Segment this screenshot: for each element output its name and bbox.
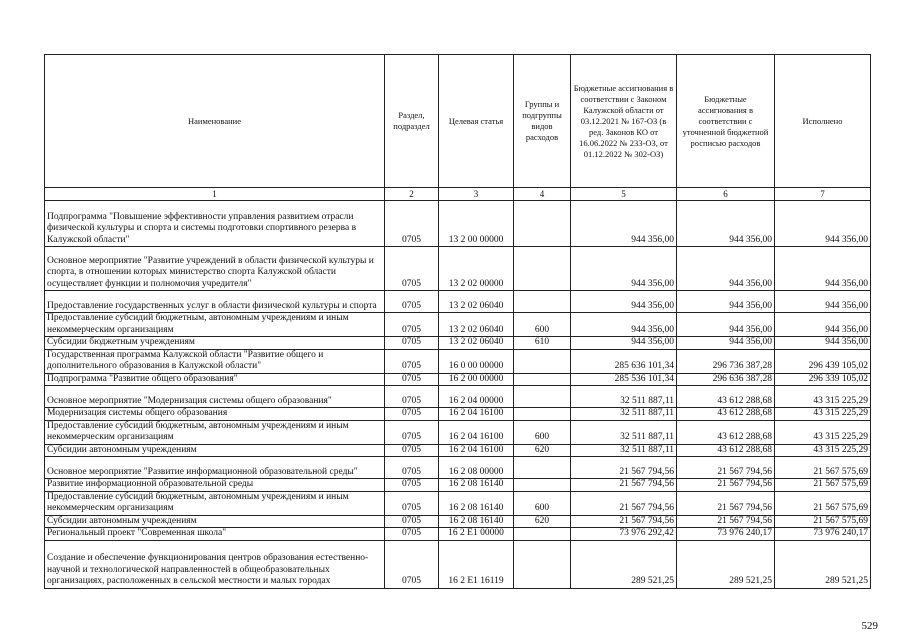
row-law-amount: 944 356,00 (571, 313, 677, 337)
table-row (45, 337, 871, 350)
table-body (45, 201, 871, 589)
col-header-law: Бюджетные ассигнования в соответствии с Законом Калужской области от 03.12.2021 № 167-ОЗ (в ред. Законов КО от 16.06.2022 № 233-ОЗ, от 01.12.2022 № 302-ОЗ) (571, 55, 677, 188)
row-group (514, 386, 571, 408)
row-law-amount: 944 356,00 (571, 247, 677, 291)
row-name: Субсидии бюджетным учреждениям (45, 337, 385, 350)
row-law-amount: 32 511 887,11 (571, 444, 677, 457)
row-executed-amount: 944 356,00 (775, 247, 871, 291)
row-name: Субсидии автономным учреждениям (45, 515, 385, 528)
row-article: 16 2 08 00000 (439, 457, 514, 479)
row-executed-amount: 944 356,00 (775, 337, 871, 350)
row-budget-amount: 296 736 387,28 (677, 349, 775, 373)
row-executed-amount: 944 356,00 (775, 291, 871, 313)
row-group (514, 291, 571, 313)
row-article: 13 2 02 00000 (439, 247, 514, 291)
row-section: 0705 (385, 201, 439, 247)
row-group: 600 (514, 491, 571, 515)
col-header-budget: Бюджетные ассигнования в соответствии с уточненной бюджетной росписью расходов (677, 55, 775, 188)
row-group: 620 (514, 515, 571, 528)
row-section: 0705 (385, 444, 439, 457)
page-number: 529 (861, 620, 878, 632)
row-article: 16 2 E1 00000 (439, 528, 514, 541)
row-budget-amount: 944 356,00 (677, 247, 775, 291)
row-budget-amount: 21 567 794,56 (677, 479, 775, 492)
row-executed-amount: 296 439 105,02 (775, 349, 871, 373)
row-budget-amount: 43 612 288,68 (677, 420, 775, 444)
row-executed-amount: 21 567 575,69 (775, 479, 871, 492)
row-section: 0705 (385, 528, 439, 541)
col-header-article: Целевая статья (439, 55, 514, 188)
row-name: Предоставление субсидий бюджетным, автономным учреждениям и иным некоммерческим организациям (45, 491, 385, 515)
col-header-group: Группы и подгруппы видов расходов (514, 55, 571, 188)
row-group (514, 349, 571, 373)
row-group (514, 540, 571, 588)
row-executed-amount: 21 567 575,69 (775, 515, 871, 528)
col-header-section: Раздел, подраздел (385, 55, 439, 188)
row-law-amount: 944 356,00 (571, 201, 677, 247)
row-law-amount: 21 567 794,56 (571, 479, 677, 492)
row-budget-amount: 944 356,00 (677, 313, 775, 337)
row-executed-amount: 289 521,25 (775, 540, 871, 588)
col-number: 6 (677, 188, 775, 201)
row-law-amount: 32 511 887,11 (571, 420, 677, 444)
row-executed-amount: 21 567 575,69 (775, 457, 871, 479)
col-number: 5 (571, 188, 677, 201)
table-row (45, 408, 871, 421)
row-article: 16 2 08 16140 (439, 491, 514, 515)
row-article: 13 2 00 00000 (439, 201, 514, 247)
col-number: 1 (45, 188, 385, 201)
row-name: Модернизация системы общего образования (45, 408, 385, 421)
row-law-amount: 289 521,25 (571, 540, 677, 588)
row-article: 16 2 00 00000 (439, 373, 514, 386)
row-article: 13 2 02 06040 (439, 337, 514, 350)
row-section: 0705 (385, 491, 439, 515)
row-name: Развитие информационной образовательной среды (45, 479, 385, 492)
table-row (45, 201, 871, 247)
row-executed-amount: 43 315 225,29 (775, 444, 871, 457)
row-name: Субсидии автономным учреждениям (45, 444, 385, 457)
row-group: 620 (514, 444, 571, 457)
row-budget-amount: 944 356,00 (677, 337, 775, 350)
table-row (45, 420, 871, 444)
row-section: 0705 (385, 540, 439, 588)
row-group (514, 201, 571, 247)
row-budget-amount: 21 567 794,56 (677, 491, 775, 515)
row-executed-amount: 43 315 225,29 (775, 386, 871, 408)
row-article: 13 2 02 06040 (439, 313, 514, 337)
row-budget-amount: 43 612 288,68 (677, 408, 775, 421)
col-header-name: Наименование (45, 55, 385, 188)
row-article: 16 2 08 16140 (439, 479, 514, 492)
row-budget-amount: 43 612 288,68 (677, 444, 775, 457)
col-number: 3 (439, 188, 514, 201)
row-budget-amount: 73 976 240,17 (677, 528, 775, 541)
row-name: Предоставление государственных услуг в области физической культуры и спорта (45, 291, 385, 313)
col-number: 7 (775, 188, 871, 201)
row-name: Создание и обеспечение функционирования центров образования естественно-научной и технологической направленностей в общеобразовательных организациях, расположенных в сельской местности и малых городах (45, 540, 385, 588)
row-section: 0705 (385, 313, 439, 337)
column-number-row (45, 188, 871, 201)
row-article: 16 0 00 00000 (439, 349, 514, 373)
col-number: 4 (514, 188, 571, 201)
budget-table-sheet (44, 54, 870, 589)
table-row (45, 479, 871, 492)
row-section: 0705 (385, 457, 439, 479)
table-row (45, 291, 871, 313)
row-law-amount: 21 567 794,56 (571, 457, 677, 479)
row-name: Региональный проект "Современная школа" (45, 528, 385, 541)
table-row (45, 540, 871, 588)
row-law-amount: 32 511 887,11 (571, 386, 677, 408)
table-row (45, 491, 871, 515)
row-budget-amount: 21 567 794,56 (677, 515, 775, 528)
row-budget-amount: 289 521,25 (677, 540, 775, 588)
row-section: 0705 (385, 373, 439, 386)
header-row (45, 55, 871, 188)
row-section: 0705 (385, 247, 439, 291)
row-section: 0705 (385, 349, 439, 373)
row-budget-amount: 944 356,00 (677, 201, 775, 247)
row-name: Подпрограмма "Повышение эффективности управления развитием отрасли физической культуры и спорта и системы подготовки спортивного резерва в Калужской области" (45, 201, 385, 247)
row-group (514, 528, 571, 541)
row-law-amount: 32 511 887,11 (571, 408, 677, 421)
row-group: 610 (514, 337, 571, 350)
row-article: 16 2 04 16100 (439, 408, 514, 421)
row-group: 600 (514, 313, 571, 337)
row-budget-amount: 296 636 387,28 (677, 373, 775, 386)
row-law-amount: 285 536 101,34 (571, 373, 677, 386)
table-row (45, 386, 871, 408)
row-article: 16 2 04 00000 (439, 386, 514, 408)
row-section: 0705 (385, 291, 439, 313)
row-name: Предоставление субсидий бюджетным, автономным учреждениям и иным некоммерческим организациям (45, 420, 385, 444)
row-executed-amount: 21 567 575,69 (775, 491, 871, 515)
col-header-executed: Исполнено (775, 55, 871, 188)
row-name: Государственная программа Калужской области "Развитие общего и дополнительного образования в Калужской области" (45, 349, 385, 373)
table-row (45, 313, 871, 337)
row-budget-amount: 43 612 288,68 (677, 386, 775, 408)
row-law-amount: 73 976 292,42 (571, 528, 677, 541)
row-name: Предоставление субсидий бюджетным, автономным учреждениям и иным некоммерческим организациям (45, 313, 385, 337)
table-row (45, 444, 871, 457)
row-executed-amount: 43 315 225,29 (775, 408, 871, 421)
row-group (514, 479, 571, 492)
row-group (514, 457, 571, 479)
row-name: Основное мероприятие "Развитие информационной образовательной среды" (45, 457, 385, 479)
row-group (514, 247, 571, 291)
row-article: 16 2 E1 16119 (439, 540, 514, 588)
row-name: Основное мероприятие "Модернизация системы общего образования" (45, 386, 385, 408)
row-section: 0705 (385, 386, 439, 408)
row-executed-amount: 296 339 105,02 (775, 373, 871, 386)
table-row (45, 247, 871, 291)
row-law-amount: 944 356,00 (571, 337, 677, 350)
col-number: 2 (385, 188, 439, 201)
row-article: 16 2 04 16100 (439, 420, 514, 444)
row-name: Подпрограмма "Развитие общего образования" (45, 373, 385, 386)
row-budget-amount: 944 356,00 (677, 291, 775, 313)
row-section: 0705 (385, 408, 439, 421)
row-article: 13 2 02 06040 (439, 291, 514, 313)
row-article: 16 2 04 16100 (439, 444, 514, 457)
table-row (45, 457, 871, 479)
table-row (45, 373, 871, 386)
row-executed-amount: 43 315 225,29 (775, 420, 871, 444)
row-section: 0705 (385, 420, 439, 444)
row-law-amount: 944 356,00 (571, 291, 677, 313)
row-name: Основное мероприятие "Развитие учреждений в области физической культуры и спорта, в отношении которых министерство спорта Калужской области осуществляет функции и полномочия учредителя" (45, 247, 385, 291)
row-group (514, 373, 571, 386)
row-law-amount: 21 567 794,56 (571, 491, 677, 515)
row-budget-amount: 21 567 794,56 (677, 457, 775, 479)
table-row (45, 515, 871, 528)
budget-table (44, 54, 871, 589)
row-group (514, 408, 571, 421)
table-row (45, 349, 871, 373)
row-section: 0705 (385, 337, 439, 350)
row-article: 16 2 08 16140 (439, 515, 514, 528)
row-section: 0705 (385, 515, 439, 528)
row-executed-amount: 944 356,00 (775, 313, 871, 337)
row-law-amount: 285 636 101,34 (571, 349, 677, 373)
row-group: 600 (514, 420, 571, 444)
row-law-amount: 21 567 794,56 (571, 515, 677, 528)
row-section: 0705 (385, 479, 439, 492)
table-row (45, 528, 871, 541)
row-executed-amount: 944 356,00 (775, 201, 871, 247)
row-executed-amount: 73 976 240,17 (775, 528, 871, 541)
